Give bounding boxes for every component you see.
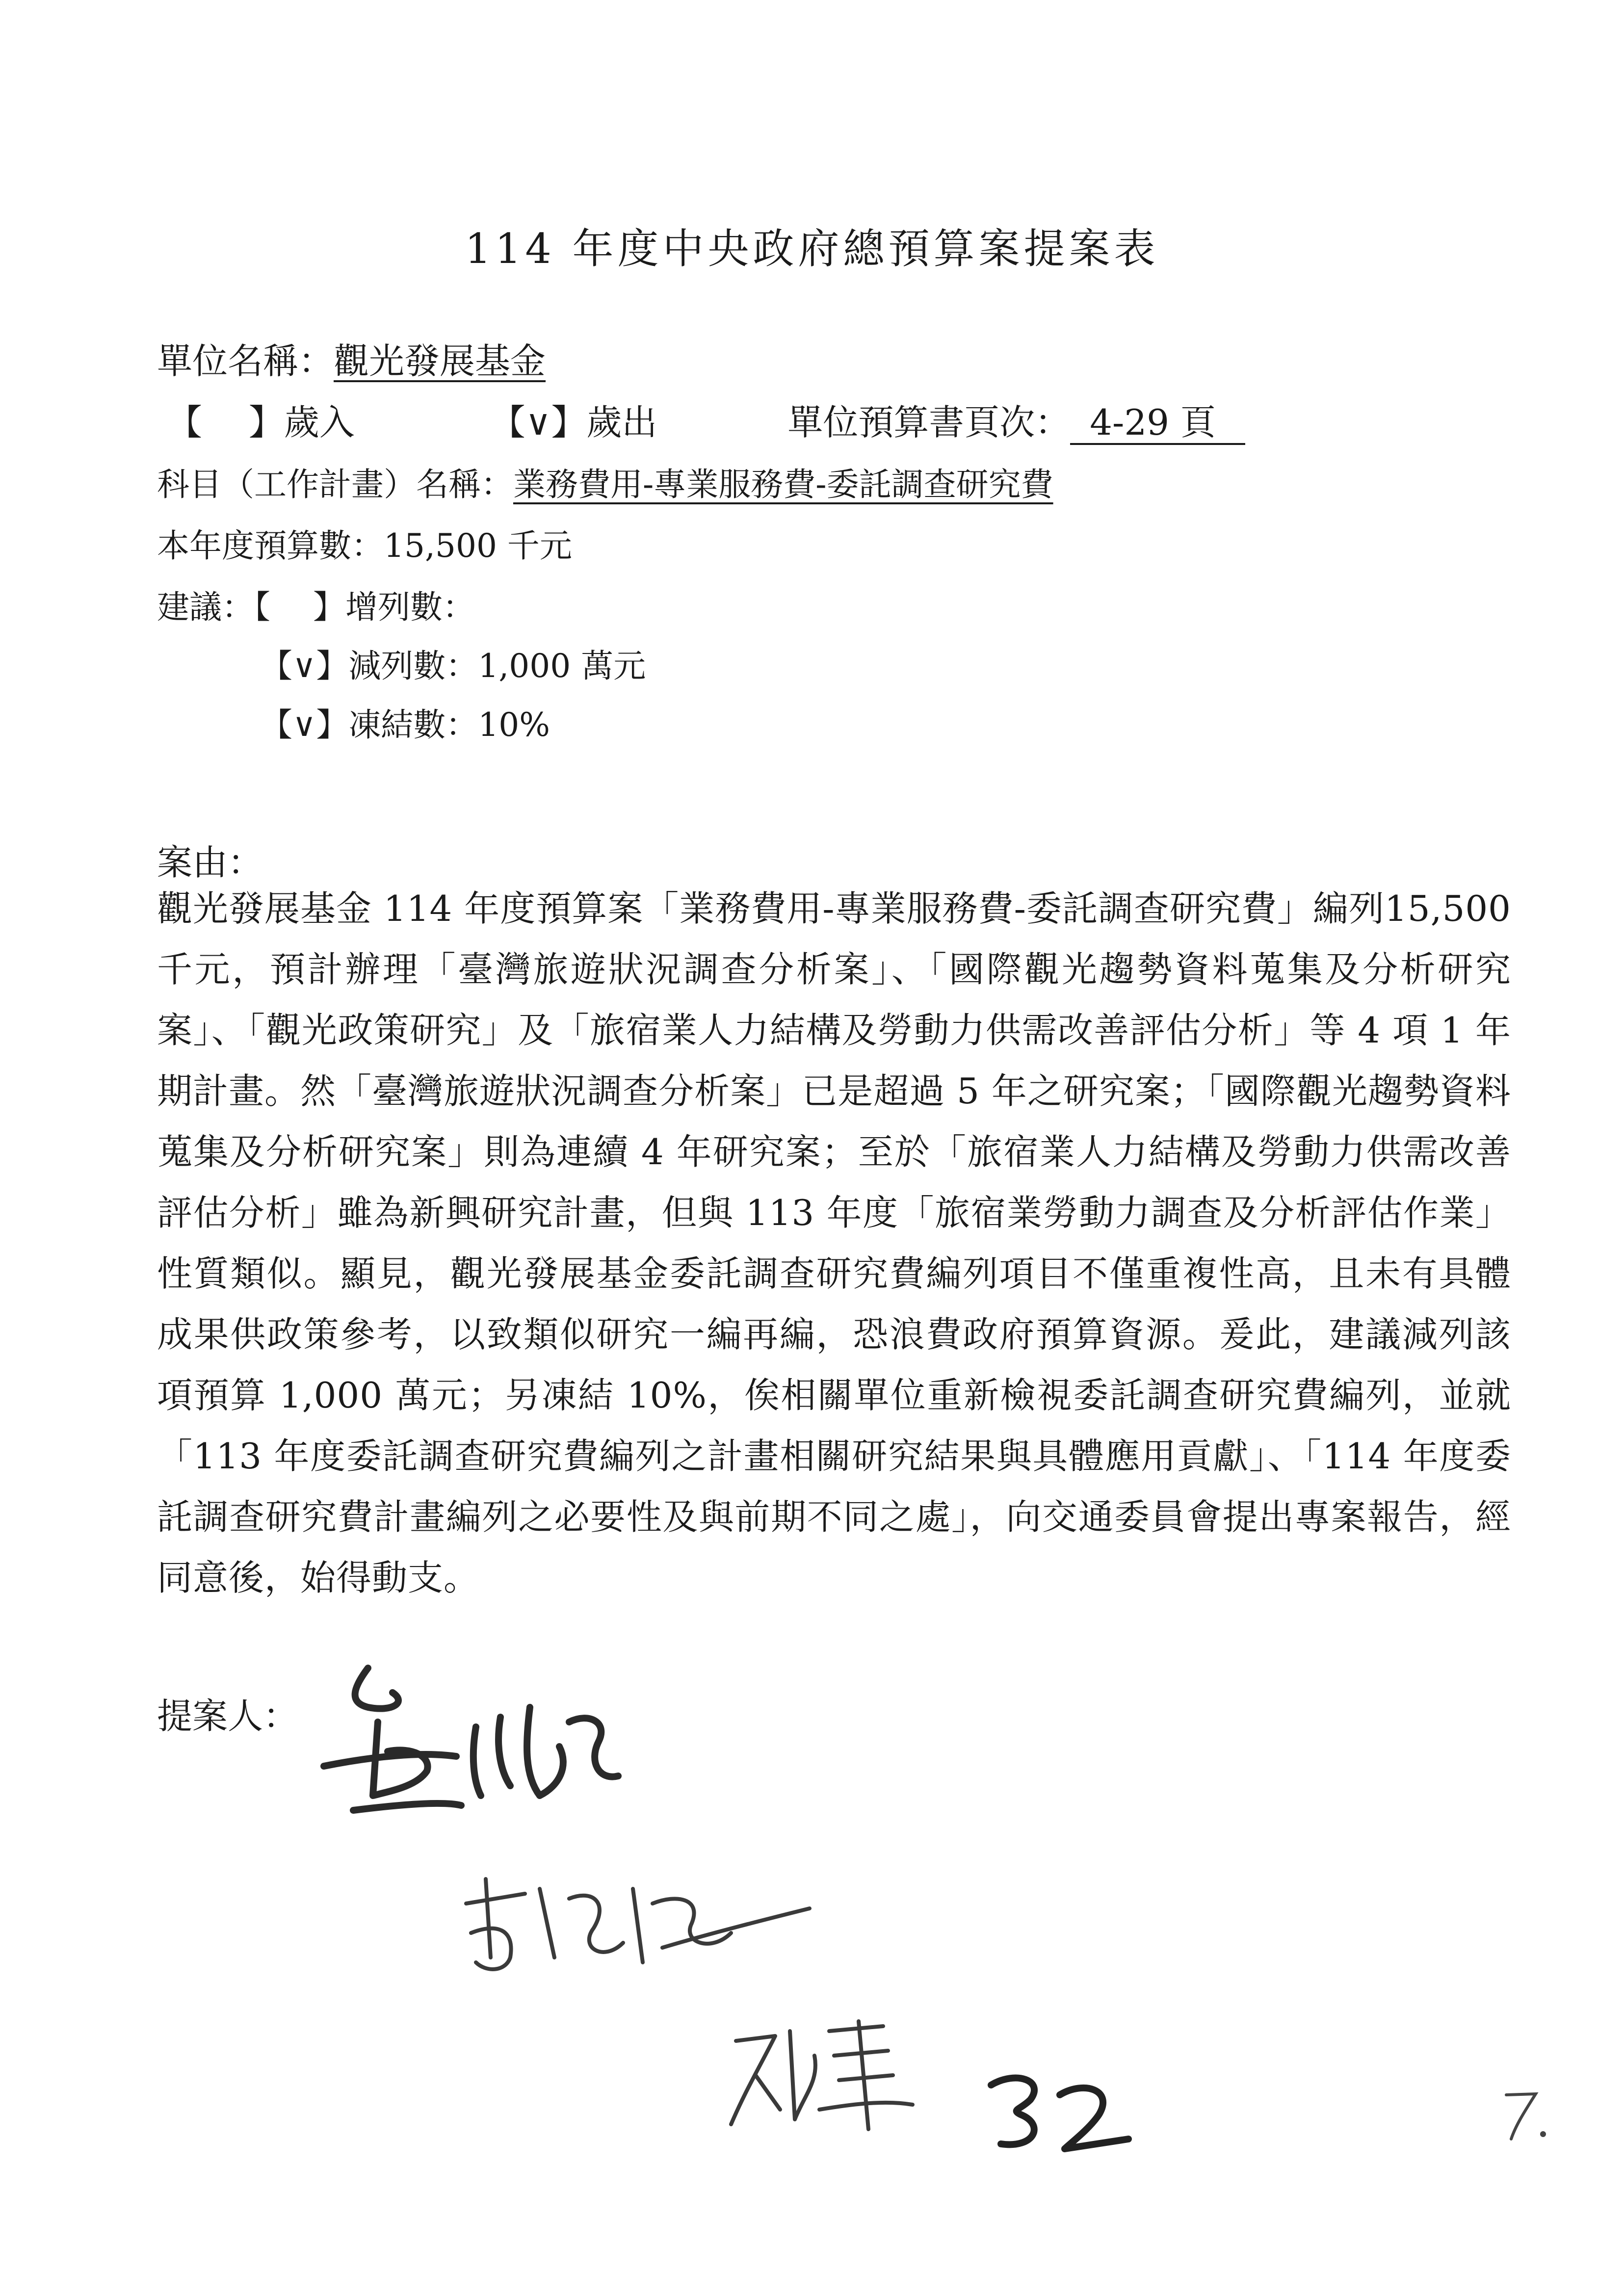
unit-row [157, 340, 546, 382]
increase-label: 增列數： [345, 588, 475, 626]
budget-row [157, 527, 572, 565]
freeze-checkbox: 【∨】 [260, 706, 349, 744]
page-title: 114 年度中央政府總預算案提案表 [465, 225, 1159, 273]
suggestion-freeze-row [260, 706, 550, 744]
handwritten-number [981, 2061, 1143, 2159]
subject-value: 業務費用-專業服務費-委託調查研究費 [513, 466, 1053, 503]
increase-checkbox: 【 】 [254, 588, 345, 626]
decrease-text: 減列數：1,000 萬元 [348, 647, 646, 685]
subject-row [157, 466, 1053, 503]
budget-value: 15,500 千元 [384, 527, 572, 565]
unit-label: 單位名稱： [157, 340, 334, 382]
suggestion-increase-row [157, 588, 475, 626]
signature-3 [721, 2011, 927, 2139]
suggestion-decrease-row [260, 647, 646, 685]
type-row [167, 402, 1245, 445]
page-ref-label: 單位預算書頁次： [787, 402, 1071, 443]
unit-value: 觀光發展基金 [334, 340, 546, 382]
signature-2 [456, 1859, 829, 1987]
subject-label: 科目（工作計畫）名稱： [157, 466, 513, 503]
revenue-checkbox: 【 】 [167, 402, 284, 443]
corner-mark [1496, 2085, 1555, 2144]
expense-checkbox: 【∨】 [490, 402, 587, 443]
budget-label: 本年度預算數： [157, 527, 384, 565]
decrease-checkbox: 【∨】 [260, 647, 349, 685]
proposer-label: 提案人： [157, 1696, 299, 1737]
signature-1 [294, 1648, 648, 1864]
expense-label: 歲出 [586, 402, 657, 443]
freeze-text: 凍結數：10% [348, 706, 550, 744]
revenue-label: 歲入 [284, 402, 355, 443]
suggestion-label: 建議： [157, 588, 254, 626]
reason-label: 案由： [157, 842, 263, 883]
reason-body: 觀光發展基金 114 年度預算案「業務費用-專業服務費-委託調查研究費」編列15,500 千元，預計辦理「臺灣旅遊狀況調查分析案」、「國際觀光趨勢資料蒐集及分析研究案」、「觀光政策研究」及「旅宿業人力結構及勞動力供需改善評估分析」等 4 項 1 年期計畫。然「臺灣旅遊狀況調查分析案」已是超過 5 年之研究案；「國際觀光趨勢資料蒐集及分析研究案」則為連續 4 年研究案；至於「旅宿業人力結構及勞動力供需改善評估分析」雖為新興研究計畫，但與 113 年度「旅宿業勞動力調查及分析評估作業」性質類似。顯見，觀光發展基金委託調查研究費編列項目不僅重複性高，且未有具體成果供政策參考，以致類似研究一編再編，恐浪費政府預算資源。爰此，建議減列該項預算 1,000 萬元；另凍結 10%，俟相關單位重新檢視委託調查研究費編列，並就「113 年度委託調查研究費編列之計畫相關研究結果與具體應用貢獻」、「114 年度委託調查研究費計畫編列之必要性及與前期不同之處」，向交通委員會提出專案報告，經同意後，始得動支。 [157, 888, 1511, 1598]
page-ref-value: 4-29 頁 [1070, 405, 1245, 445]
